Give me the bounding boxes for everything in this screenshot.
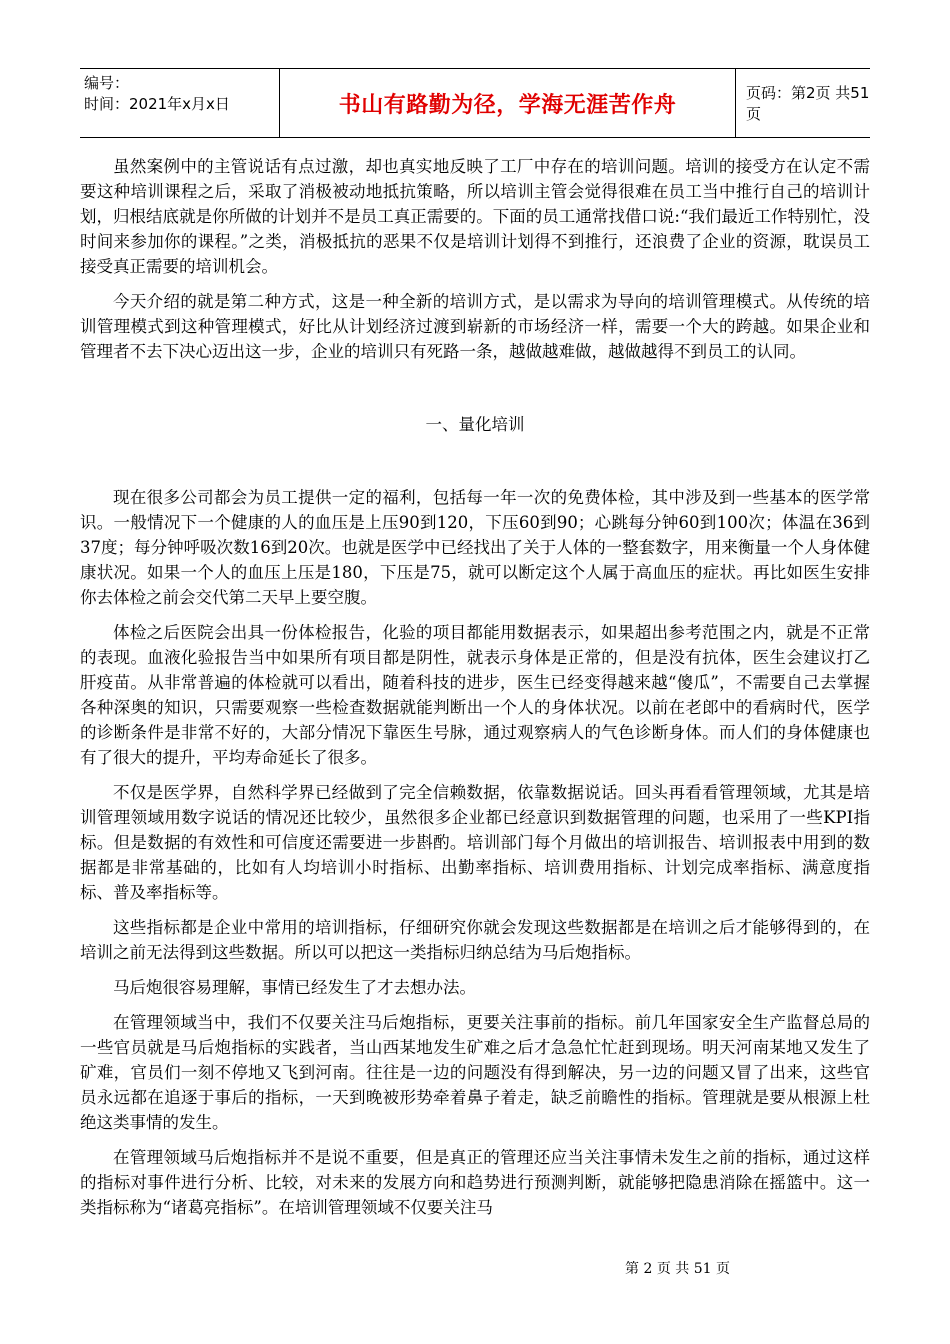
paragraph: 虽然案例中的主管说话有点过激，却也真实地反映了工厂中存在的培训问题。培训的接受方在认定不需要这种培训课程之后，采取了消极被动地抵抗策略，所以培训主管会觉得很难在员工当中推行自己的培训计划，归根结底就是你所做的计划并不是员工真正需要的。下面的员工通常找借口说:“我们最近工作特别忙，没时间来参加你的课程。”之类，消极抵抗的恶果不仅是培训计划得不到推行，还浪费了企业的资源，耽误员工接受真正需要的培训机会。 — [80, 157, 870, 276]
paragraph: 今天介绍的就是第二种方式，这是一种全新的培训方式，是以需求为导向的培训管理模式。从传统的培训管理模式到这种管理模式，好比从计划经济过渡到崭新的市场经济一样，需要一个大的跨越。如果企业和管理者不去下决心迈出这一步，企业的培训只有死路一条，越做越难做，越做越得不到员工的认同。 — [80, 292, 870, 361]
doc-time-label: 时间：2021年x月x日 — [84, 95, 230, 113]
section-title: 一、量化培训 — [425, 415, 525, 434]
paragraph: 在管理领域当中，我们不仅要关注马后炮指标，更要关注事前的指标。前几年国家安全生产监督总局的一些官员就是马后炮指标的实践者，当山西某地发生矿难之后才急急忙忙赶到现场。明天河南某地又发生了矿难，官员们一刻不停地又飞到河南。往往是一边的问题没有得到解决，另一边的问题又冒了出来，这些官员永远都在追逐于事后的指标，一天到晚被形势牵着鼻子着走，缺乏前瞻性的指标。管理就是要从根源上杜绝这类事情的发生。 — [80, 1013, 870, 1132]
paragraph: 现在很多公司都会为员工提供一定的福利，包括每一年一次的免费体检，其中涉及到一些基本的医学常识。一般情况下一个健康的人的血压是上压90到120，下压60到90；心跳每分钟60到100次；体温在36到37度；每分钟呼吸次数16到20次。也就是医学中已经找出了关于人体的一整套数字，用来衡量一个人身体健康状况。如果一个人的血压上压是180，下压是75，就可以断定这个人属于高血压的症状。再比如医生安排你去体检之前会交代第二天早上要空腹。 — [80, 488, 870, 607]
document-body — [80, 154, 870, 1230]
paragraph: 这些指标都是企业中常用的培训指标，仔细研究你就会发现这些数据都是在培训之后才能够得到的，在培训之前无法得到这些数据。所以可以把这一类指标归纳总结为马后炮指标。 — [80, 918, 870, 962]
header-meta — [80, 69, 280, 137]
header-page-number: 页码：第2页 共51页 — [746, 84, 870, 123]
paragraph: 不仅是医学界，自然科学界已经做到了完全信赖数据，依靠数据说话。回头再看看管理领域，尤其是培训管理领域用数字说话的情况还比较少，虽然很多企业都已经意识到数据管理的问题，也采用了一些KPI指标。但是数据的有效性和可信度还需要进一步斟酌。培训部门每个月做出的培训报告、培训报表中用到的数据都是非常基础的，比如有人均培训小时指标、出勤率指标、培训费用指标、计划完成率指标、满意度指标、普及率指标等。 — [80, 783, 870, 902]
paragraph: 在管理领域马后炮指标并不是说不重要，但是真正的管理还应当关注事情未发生之前的指标，通过这样的指标对事件进行分析、比较，对未来的发展方向和趋势进行预测判断，就能够把隐患消除在摇篮中。这一类指标称为“诸葛亮指标”。在培训管理领域不仅要关注马 — [80, 1148, 870, 1217]
paragraph: 马后炮很容易理解，事情已经发生了才去想办法。 — [113, 978, 476, 997]
doc-number-label: 编号： — [84, 74, 130, 92]
header-motto: 书山有路勤为径，学海无涯苦作舟 — [280, 69, 736, 137]
page-footer: 第 2 页 共 51 页 — [625, 1261, 730, 1277]
page-header — [80, 68, 870, 138]
paragraph: 体检之后医院会出具一份体检报告，化验的项目都能用数据表示，如果超出参考范围之内，就是不正常的表现。血液化验报告当中如果所有项目都是阴性，就表示身体是正常的，但是没有抗体，医生会建议打乙肝疫苗。从非常普遍的体检就可以看出，随着科技的进步，医生已经变得越来越“傻瓜”，不需要自己去掌握各种深奥的知识，只需要观察一些检查数据就能判断出一个人的身体状况。以前在老郎中的看病时代，医学的诊断条件是非常不好的，大部分情况下靠医生号脉，通过观察病人的气色诊断身体。而人们的身体健康也有了很大的提升，平均寿命延长了很多。 — [80, 623, 870, 767]
